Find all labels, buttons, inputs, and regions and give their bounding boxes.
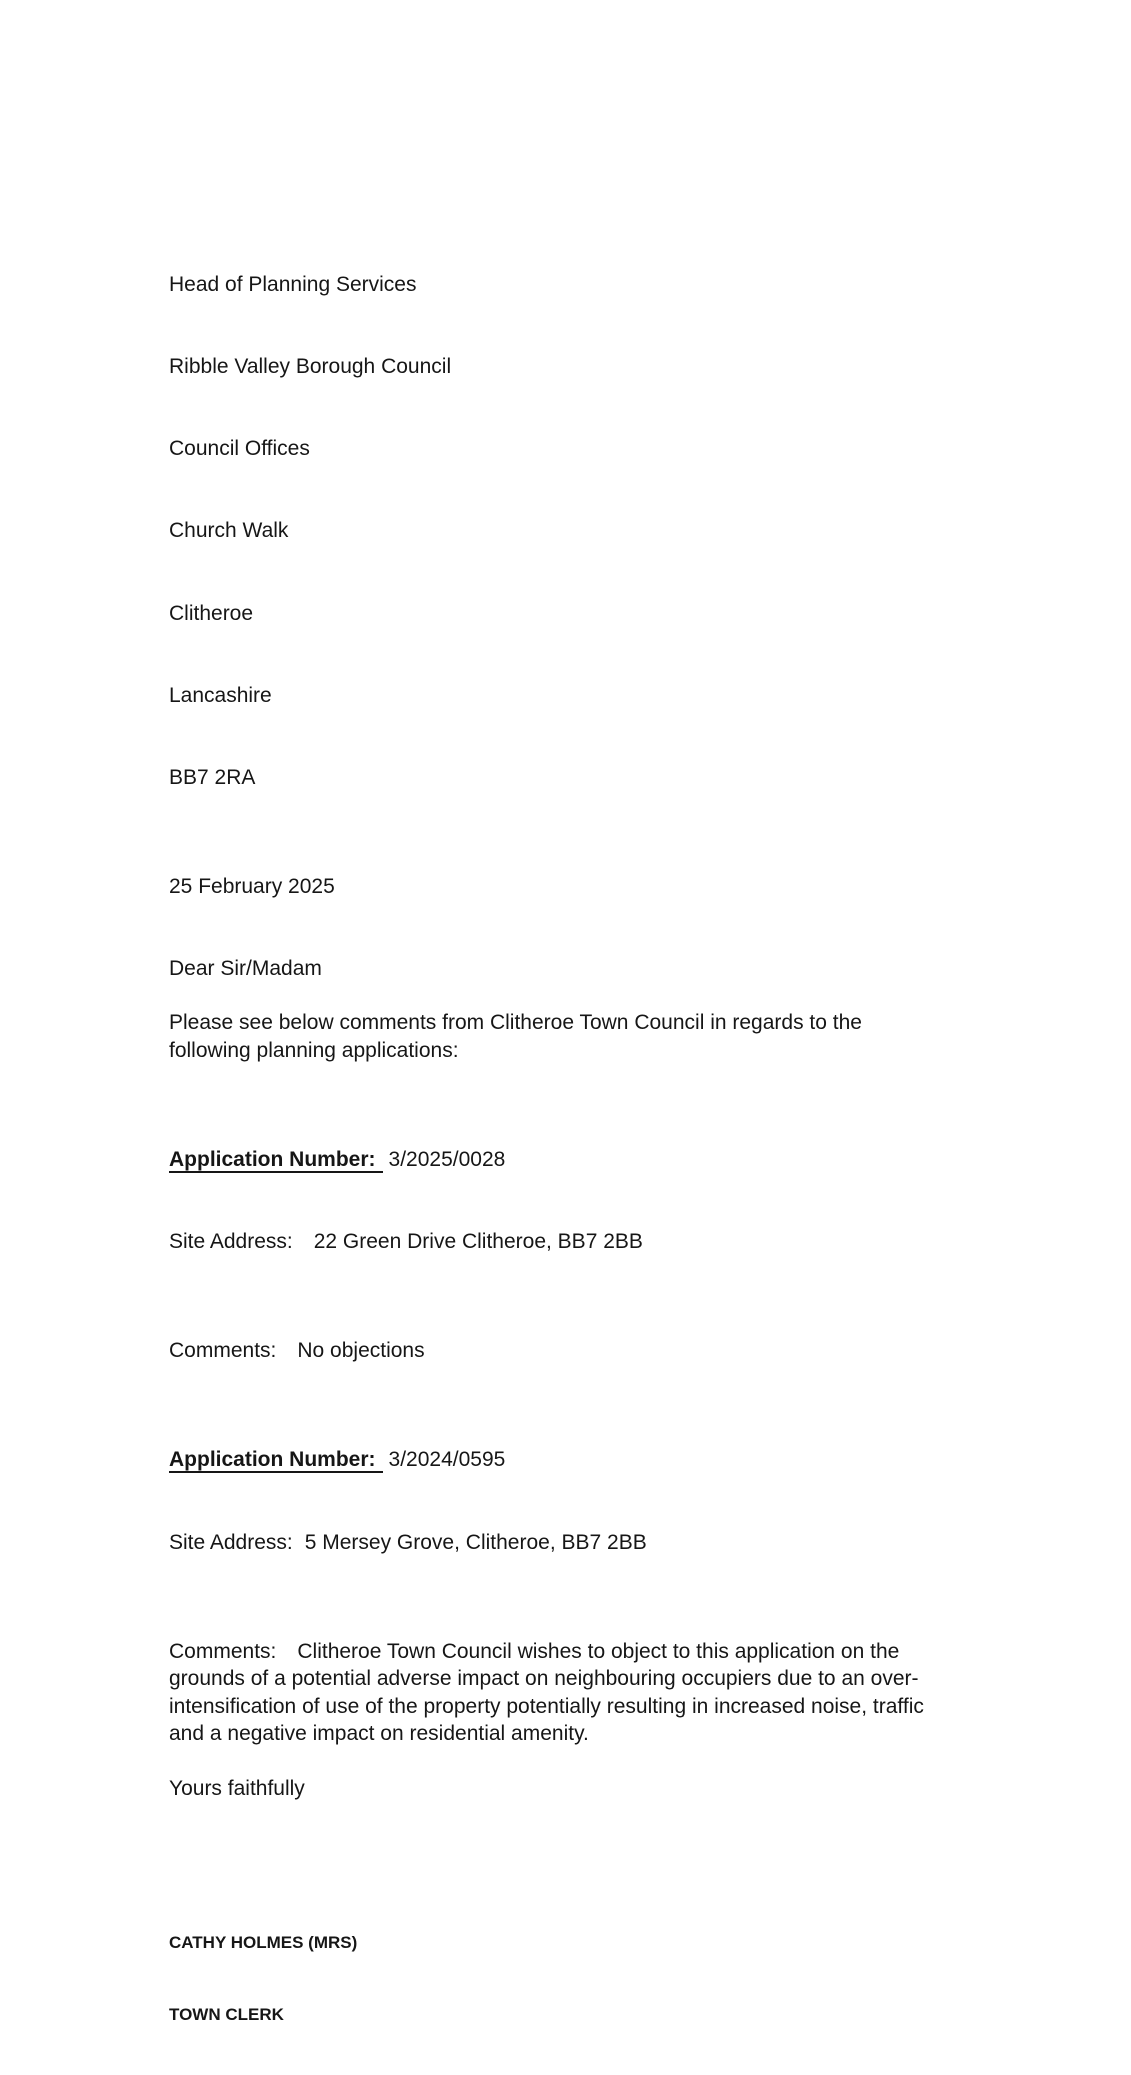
recipient-address-block: [169, 216, 936, 846]
comments-label: Comments:: [169, 1639, 277, 1663]
address-line-recipient: Head of Planning Services: [169, 272, 417, 296]
application-block-1: [169, 1091, 936, 1310]
address-line-building: Council Offices: [169, 437, 310, 461]
application-block-2: [169, 1392, 936, 1611]
application-number-label: Application Number:: [169, 1148, 383, 1173]
site-address-label: Site Address:: [169, 1230, 293, 1253]
intro-paragraph: Please see below comments from Clitheroe Town Council in regards to the following planning applications:: [169, 1011, 868, 1062]
application-number-line: [169, 1146, 936, 1173]
application-number-value: 3/2024/0595: [388, 1448, 506, 1472]
comments-value: No objections: [297, 1339, 425, 1363]
site-address-value: 5 Mersey Grove, Clitheroe, BB7 2BB: [304, 1530, 647, 1554]
letter-date: 25 February 2025: [169, 875, 335, 899]
comments-paragraph-1: [169, 1337, 936, 1364]
address-line-postcode: BB7 2RA: [169, 766, 256, 790]
application-number-label: Application Number:: [169, 1448, 383, 1473]
closing-line: Yours faithfully: [169, 1776, 305, 1800]
application-number-value: 3/2025/0028: [388, 1147, 506, 1171]
salutation: Dear Sir/Madam: [169, 956, 322, 980]
address-line-street: Church Walk: [169, 519, 289, 543]
comments-value: Clitheroe Town Council wishes to object to this application on the grounds of a potential adverse impact on neighbouring occupiers due to an over-intensification of use of the property potentially resulting in increased noise, traffic and a negative impact on residential amenity.: [169, 1639, 930, 1746]
site-address-value: 22 Green Drive Clitheroe, BB7 2BB: [313, 1230, 643, 1253]
signature-title: TOWN CLERK: [169, 2004, 284, 2024]
address-line-county: Lancashire: [169, 683, 272, 707]
address-line-town: Clitheroe: [169, 601, 254, 625]
comments-paragraph-2: [169, 1638, 936, 1748]
comments-label: Comments:: [169, 1339, 277, 1363]
site-address-label: Site Address:: [169, 1530, 293, 1554]
application-number-line: [169, 1446, 936, 1473]
site-address-line: [169, 1529, 936, 1556]
address-line-organisation: Ribble Valley Borough Council: [169, 355, 452, 379]
signature-name: CATHY HOLMES (MRS): [169, 1932, 358, 1952]
signature-block: [169, 1883, 936, 2075]
site-address-line: [169, 1228, 936, 1255]
